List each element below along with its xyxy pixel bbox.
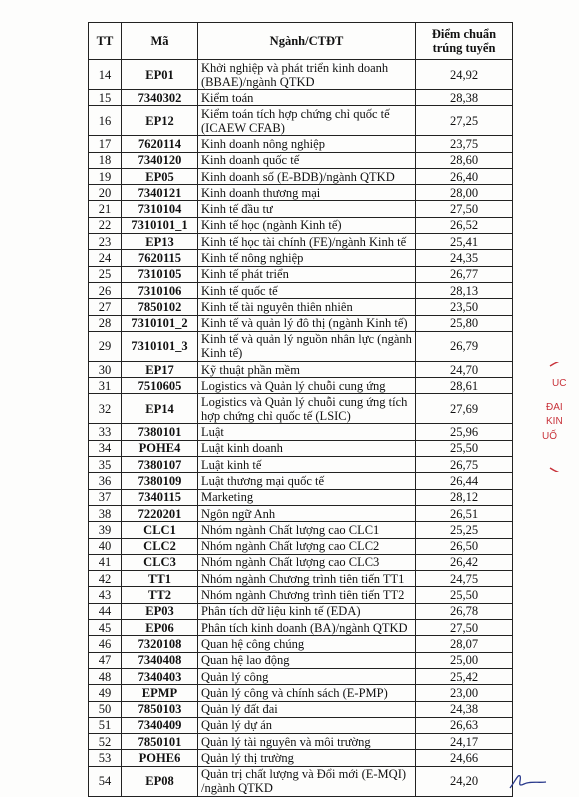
cell-ma: 7310104 xyxy=(122,201,198,217)
cell-nganh: Kinh doanh thương mại xyxy=(198,185,416,201)
cell-tt: 50 xyxy=(89,701,122,717)
table-row xyxy=(89,440,513,456)
cell-tt: 51 xyxy=(89,717,122,733)
cell-diem: 23,75 xyxy=(416,136,513,152)
table-row xyxy=(89,331,513,361)
table-row xyxy=(89,282,513,298)
cell-nganh: Quan hệ lao động xyxy=(198,652,416,668)
cell-ma: CLC2 xyxy=(122,538,198,554)
table-row xyxy=(89,538,513,554)
cell-nganh: Khởi nghiệp và phát triển kinh doanh (BBAE)/ngành QTKD xyxy=(198,60,416,90)
cell-nganh: Nhóm ngành Chương trình tiên tiến TT2 xyxy=(198,587,416,603)
cell-diem: 25,41 xyxy=(416,234,513,250)
header-ma: Mã xyxy=(122,23,198,60)
cell-diem: 25,50 xyxy=(416,587,513,603)
cell-ma: EP01 xyxy=(122,60,198,90)
cell-ma: 7340403 xyxy=(122,668,198,684)
cell-nganh: Logistics và Quản lý chuỗi cung ứng tích hợp chứng chỉ quốc tế (LSIC) xyxy=(198,394,416,424)
table-row xyxy=(89,378,513,394)
cell-nganh: Luật kinh tế xyxy=(198,457,416,473)
table-row xyxy=(89,299,513,315)
cell-nganh: Kinh tế nông nghiệp xyxy=(198,250,416,266)
table-row xyxy=(89,201,513,217)
cell-diem: 28,61 xyxy=(416,378,513,394)
cell-ma: CLC3 xyxy=(122,554,198,570)
cell-tt: 31 xyxy=(89,378,122,394)
cell-ma: POHE6 xyxy=(122,750,198,766)
cell-diem: 26,40 xyxy=(416,168,513,184)
table-row xyxy=(89,750,513,766)
cell-nganh: Quản lý đất đai xyxy=(198,701,416,717)
cell-tt: 53 xyxy=(89,750,122,766)
cell-ma: EP08 xyxy=(122,766,198,796)
cell-diem: 25,42 xyxy=(416,668,513,684)
cell-tt: 36 xyxy=(89,473,122,489)
table-row xyxy=(89,603,513,619)
cell-ma: 7310105 xyxy=(122,266,198,282)
table-row xyxy=(89,620,513,636)
cell-tt: 22 xyxy=(89,217,122,233)
cell-diem: 27,25 xyxy=(416,106,513,136)
table-row xyxy=(89,473,513,489)
cell-ma: 7310101_1 xyxy=(122,217,198,233)
cell-tt: 49 xyxy=(89,685,122,701)
cell-diem: 26,75 xyxy=(416,457,513,473)
cell-diem: 25,50 xyxy=(416,440,513,456)
table-body xyxy=(89,60,513,797)
cell-nganh: Luật kinh doanh xyxy=(198,440,416,456)
cell-diem: 28,12 xyxy=(416,489,513,505)
cell-nganh: Logistics và Quản lý chuỗi cung ứng xyxy=(198,378,416,394)
cell-ma: CLC1 xyxy=(122,522,198,538)
cell-nganh: Luật thương mại quốc tế xyxy=(198,473,416,489)
cell-ma: 7340409 xyxy=(122,717,198,733)
cell-diem: 26,50 xyxy=(416,538,513,554)
cell-diem: 24,20 xyxy=(416,766,513,796)
cell-tt: 18 xyxy=(89,152,122,168)
cell-diem: 25,00 xyxy=(416,652,513,668)
cell-nganh: Phân tích kinh doanh (BA)/ngành QTKD xyxy=(198,620,416,636)
stamp-text-3: KIN xyxy=(546,416,563,427)
cell-nganh: Kinh tế phát triển xyxy=(198,266,416,282)
cell-ma: 7380107 xyxy=(122,457,198,473)
header-nganh: Ngành/CTĐT xyxy=(198,23,416,60)
table-row xyxy=(89,522,513,538)
cell-nganh: Kinh tế quốc tế xyxy=(198,282,416,298)
cell-ma: 7850103 xyxy=(122,701,198,717)
cell-nganh: Kinh doanh số (E-BDB)/ngành QTKD xyxy=(198,168,416,184)
cell-ma: 7620115 xyxy=(122,250,198,266)
cell-nganh: Nhóm ngành Chương trình tiên tiến TT1 xyxy=(198,571,416,587)
cell-tt: 17 xyxy=(89,136,122,152)
cell-ma: 7220201 xyxy=(122,505,198,521)
cell-diem: 28,13 xyxy=(416,282,513,298)
cell-nganh: Phân tích dữ liệu kinh tế (EDA) xyxy=(198,603,416,619)
cell-ma: 7340302 xyxy=(122,90,198,106)
red-seal-stamp xyxy=(520,362,579,472)
cell-ma: 7340115 xyxy=(122,489,198,505)
cell-diem: 26,63 xyxy=(416,717,513,733)
cell-ma: 7620114 xyxy=(122,136,198,152)
cell-nganh: Ngôn ngữ Anh xyxy=(198,505,416,521)
cell-tt: 37 xyxy=(89,489,122,505)
cell-nganh: Kinh tế và quản lý nguồn nhân lực (ngành Kinh tế) xyxy=(198,331,416,361)
table-row xyxy=(89,652,513,668)
cell-diem: 25,80 xyxy=(416,315,513,331)
cell-ma: EPMP xyxy=(122,685,198,701)
header-diem-line2: trúng tuyển xyxy=(432,41,496,55)
cell-nganh: Kinh tế học (ngành Kinh tế) xyxy=(198,217,416,233)
cell-nganh: Nhóm ngành Chất lượng cao CLC1 xyxy=(198,522,416,538)
cell-tt: 43 xyxy=(89,587,122,603)
cell-ma: 7320108 xyxy=(122,636,198,652)
cell-tt: 38 xyxy=(89,505,122,521)
cell-ma: EP06 xyxy=(122,620,198,636)
cell-tt: 25 xyxy=(89,266,122,282)
cell-nganh: Nhóm ngành Chất lượng cao CLC3 xyxy=(198,554,416,570)
cell-ma: EP14 xyxy=(122,394,198,424)
table-row xyxy=(89,734,513,750)
cell-tt: 16 xyxy=(89,106,122,136)
cell-nganh: Marketing xyxy=(198,489,416,505)
header-diem-line1: Điểm chuẩn xyxy=(431,27,497,41)
cell-diem: 28,00 xyxy=(416,185,513,201)
cell-ma: 7510605 xyxy=(122,378,198,394)
cell-ma: EP03 xyxy=(122,603,198,619)
cell-nganh: Kiểm toán xyxy=(198,90,416,106)
cell-ma: 7310106 xyxy=(122,282,198,298)
table-row xyxy=(89,168,513,184)
cell-tt: 30 xyxy=(89,361,122,377)
cell-tt: 42 xyxy=(89,571,122,587)
cell-tt: 14 xyxy=(89,60,122,90)
table-row xyxy=(89,554,513,570)
cell-nganh: Quản lý công xyxy=(198,668,416,684)
stamp-text-2: ĐAI xyxy=(546,402,563,413)
cell-diem: 27,69 xyxy=(416,394,513,424)
cell-ma: 7340408 xyxy=(122,652,198,668)
cell-diem: 24,92 xyxy=(416,60,513,90)
cell-tt: 21 xyxy=(89,201,122,217)
table-row xyxy=(89,152,513,168)
cell-ma: EP12 xyxy=(122,106,198,136)
table-row xyxy=(89,505,513,521)
cell-diem: 24,75 xyxy=(416,571,513,587)
header-diem xyxy=(416,23,513,60)
cell-ma: 7310101_2 xyxy=(122,315,198,331)
table-row xyxy=(89,315,513,331)
cell-tt: 15 xyxy=(89,90,122,106)
cell-diem: 28,60 xyxy=(416,152,513,168)
table-row xyxy=(89,90,513,106)
cell-tt: 34 xyxy=(89,440,122,456)
cell-nganh: Luật xyxy=(198,424,416,440)
cell-nganh: Nhóm ngành Chất lượng cao CLC2 xyxy=(198,538,416,554)
table-row xyxy=(89,106,513,136)
cell-ma: 7310101_3 xyxy=(122,331,198,361)
cell-tt: 52 xyxy=(89,734,122,750)
cell-tt: 32 xyxy=(89,394,122,424)
table-row xyxy=(89,685,513,701)
cell-ma: 7850101 xyxy=(122,734,198,750)
table-row xyxy=(89,587,513,603)
table-row xyxy=(89,636,513,652)
cell-tt: 46 xyxy=(89,636,122,652)
cell-nganh: Kinh tế tài nguyên thiên nhiên xyxy=(198,299,416,315)
cell-tt: 45 xyxy=(89,620,122,636)
cell-ma: EP13 xyxy=(122,234,198,250)
cell-tt: 40 xyxy=(89,538,122,554)
cell-diem: 25,25 xyxy=(416,522,513,538)
admission-scores-table xyxy=(88,22,513,797)
table-row xyxy=(89,234,513,250)
cell-nganh: Kinh tế và quản lý đô thị (ngành Kinh tế) xyxy=(198,315,416,331)
table-row xyxy=(89,361,513,377)
cell-nganh: Kinh doanh nông nghiệp xyxy=(198,136,416,152)
cell-ma: TT2 xyxy=(122,587,198,603)
cell-diem: 23,50 xyxy=(416,299,513,315)
cell-nganh: Kinh doanh quốc tế xyxy=(198,152,416,168)
cell-nganh: Quản lý dự án xyxy=(198,717,416,733)
cell-ma: POHE4 xyxy=(122,440,198,456)
stamp-text-4: UỐ xyxy=(542,431,557,442)
table-row xyxy=(89,717,513,733)
cell-tt: 54 xyxy=(89,766,122,796)
cell-diem: 24,35 xyxy=(416,250,513,266)
table-row xyxy=(89,266,513,282)
cell-nganh: Quản lý tài nguyên và môi trường xyxy=(198,734,416,750)
cell-tt: 35 xyxy=(89,457,122,473)
cell-diem: 25,96 xyxy=(416,424,513,440)
cell-tt: 27 xyxy=(89,299,122,315)
table-row xyxy=(89,424,513,440)
cell-diem: 26,77 xyxy=(416,266,513,282)
cell-nganh: Quản trị chất lượng và Đổi mới (E-MQI) /ngành QTKD xyxy=(198,766,416,796)
cell-ma: TT1 xyxy=(122,571,198,587)
cell-diem: 27,50 xyxy=(416,620,513,636)
cell-nganh: Kỹ thuật phần mềm xyxy=(198,361,416,377)
cell-tt: 44 xyxy=(89,603,122,619)
cell-tt: 26 xyxy=(89,282,122,298)
cell-diem: 28,38 xyxy=(416,90,513,106)
table-row xyxy=(89,489,513,505)
cell-tt: 23 xyxy=(89,234,122,250)
cell-nganh: Kinh tế học tài chính (FE)/ngành Kinh tế xyxy=(198,234,416,250)
table-header-row xyxy=(89,23,513,60)
table-row xyxy=(89,394,513,424)
cell-tt: 41 xyxy=(89,554,122,570)
cell-diem: 24,70 xyxy=(416,361,513,377)
cell-nganh: Kiểm toán tích hợp chứng chỉ quốc tế (ICAEW CFAB) xyxy=(198,106,416,136)
table-row xyxy=(89,701,513,717)
cell-diem: 26,42 xyxy=(416,554,513,570)
table-row xyxy=(89,571,513,587)
cell-ma: 7380109 xyxy=(122,473,198,489)
cell-nganh: Quản lý thị trường xyxy=(198,750,416,766)
cell-tt: 29 xyxy=(89,331,122,361)
cell-diem: 24,38 xyxy=(416,701,513,717)
table-row xyxy=(89,185,513,201)
cell-ma: 7340121 xyxy=(122,185,198,201)
cell-diem: 24,66 xyxy=(416,750,513,766)
cell-diem: 24,17 xyxy=(416,734,513,750)
header-tt: TT xyxy=(89,23,122,60)
stamp-text-1: UC xyxy=(552,378,567,389)
cell-nganh: Kinh tế đầu tư xyxy=(198,201,416,217)
table-row xyxy=(89,457,513,473)
cell-tt: 28 xyxy=(89,315,122,331)
cell-ma: 7340120 xyxy=(122,152,198,168)
cell-ma: EP17 xyxy=(122,361,198,377)
cell-diem: 26,52 xyxy=(416,217,513,233)
cell-tt: 19 xyxy=(89,168,122,184)
cell-diem: 27,50 xyxy=(416,201,513,217)
cell-diem: 23,00 xyxy=(416,685,513,701)
cell-diem: 26,78 xyxy=(416,603,513,619)
cell-diem: 26,79 xyxy=(416,331,513,361)
table-row xyxy=(89,668,513,684)
cell-tt: 48 xyxy=(89,668,122,684)
cell-diem: 26,51 xyxy=(416,505,513,521)
cell-diem: 26,44 xyxy=(416,473,513,489)
cell-tt: 33 xyxy=(89,424,122,440)
table-row xyxy=(89,60,513,90)
cell-tt: 39 xyxy=(89,522,122,538)
cell-ma: EP05 xyxy=(122,168,198,184)
table-row xyxy=(89,217,513,233)
cell-ma: 7850102 xyxy=(122,299,198,315)
table-row xyxy=(89,136,513,152)
cell-nganh: Quản lý công và chính sách (E-PMP) xyxy=(198,685,416,701)
cell-ma: 7380101 xyxy=(122,424,198,440)
cell-diem: 28,07 xyxy=(416,636,513,652)
cell-tt: 20 xyxy=(89,185,122,201)
cell-tt: 47 xyxy=(89,652,122,668)
table-row xyxy=(89,250,513,266)
cell-nganh: Quan hệ công chúng xyxy=(198,636,416,652)
signature-mark xyxy=(508,770,548,792)
cell-tt: 24 xyxy=(89,250,122,266)
